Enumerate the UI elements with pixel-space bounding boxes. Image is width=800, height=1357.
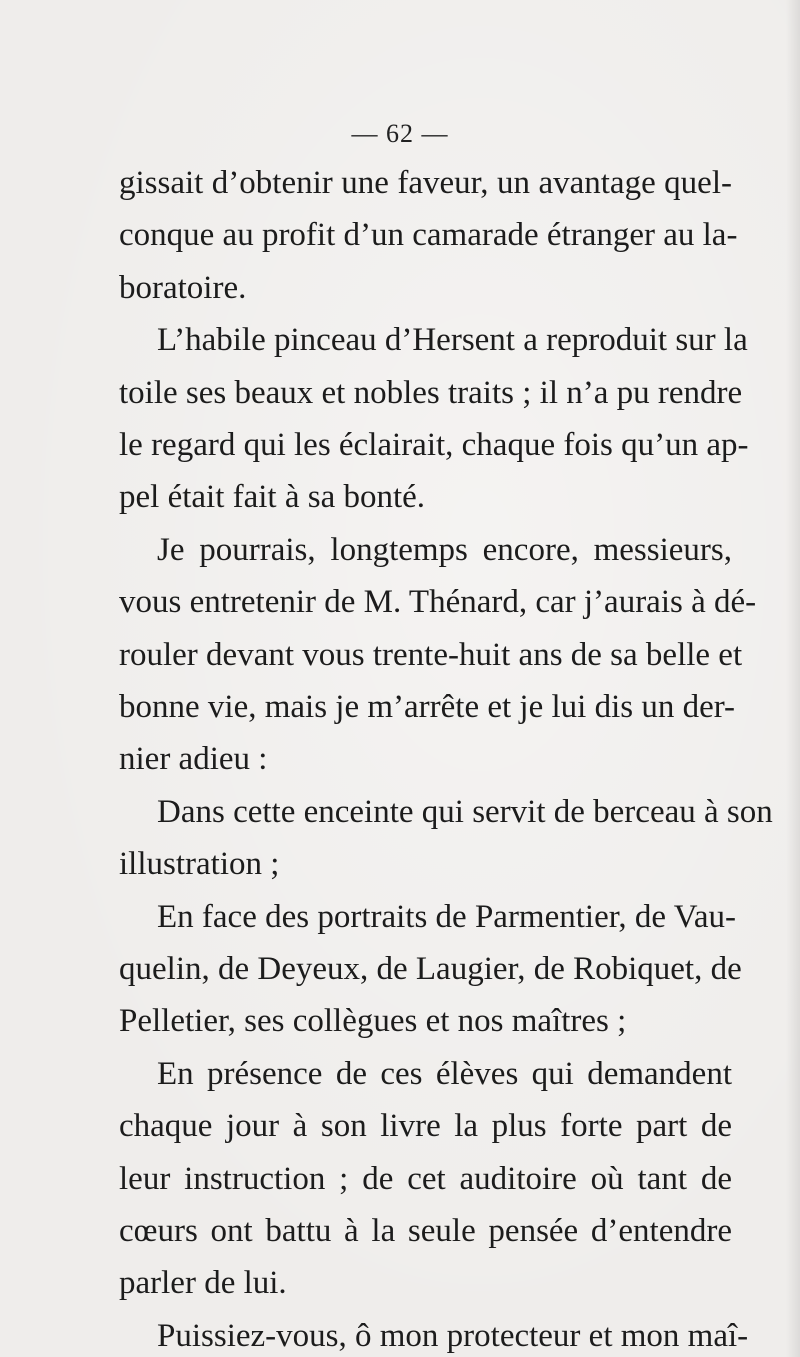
paragraph-start-line: Je pourrais, longtemps encore, messieurs, <box>157 532 732 568</box>
text-line: quelin, de Deyeux, de Laugier, de Robiquet, de <box>119 951 742 987</box>
page-number: — 62 — <box>351 119 449 148</box>
text-line: bonne vie, mais je m’arrête et je lui dis un der- <box>119 689 736 725</box>
text-line: nier adieu : <box>119 741 268 777</box>
paragraph-start-line: En face des portraits de Parmentier, de Vau- <box>157 899 737 935</box>
text-line: vous entretenir de M. Thénard, car j’aurais à dé- <box>119 584 757 620</box>
text-line: pel était fait à sa bonté. <box>119 479 426 515</box>
text-line: chaque jour à son livre la plus forte part de <box>119 1108 732 1144</box>
text-line: gissait d’obtenir une faveur, un avantage quel- <box>119 165 732 201</box>
text-line: parler de lui. <box>119 1265 287 1301</box>
paragraph-start-line: Puissiez-vous, ô mon protecteur et mon maî- <box>157 1318 749 1354</box>
paragraph-start-line: L’habile pinceau d’Hersent a reproduit sur la <box>157 322 748 358</box>
text-line: boratoire. <box>119 270 247 306</box>
text-line: toile ses beaux et nobles traits ; il n’a pu rendre <box>119 375 743 411</box>
text-line: rouler devant vous trente-huit ans de sa belle et <box>119 637 743 673</box>
paragraph-start-line: En présence de ces élèves qui demandent <box>157 1056 732 1092</box>
paragraph-start-line: Dans cette enceinte qui servit de berceau à son <box>157 794 773 830</box>
text-line: leur instruction ; de cet auditoire où tant de <box>119 1161 732 1197</box>
text-line: illustration ; <box>119 846 280 882</box>
text-line: Pelletier, ses collègues et nos maîtres ; <box>119 1003 627 1039</box>
text-line: le regard qui les éclairait, chaque fois qu’un ap- <box>119 427 749 463</box>
text-line: conque au profit d’un camarade étranger au la- <box>119 217 738 253</box>
page-edge-shadow <box>786 0 800 1357</box>
text-line: cœurs ont battu à la seule pensée d’entendre <box>119 1213 732 1249</box>
